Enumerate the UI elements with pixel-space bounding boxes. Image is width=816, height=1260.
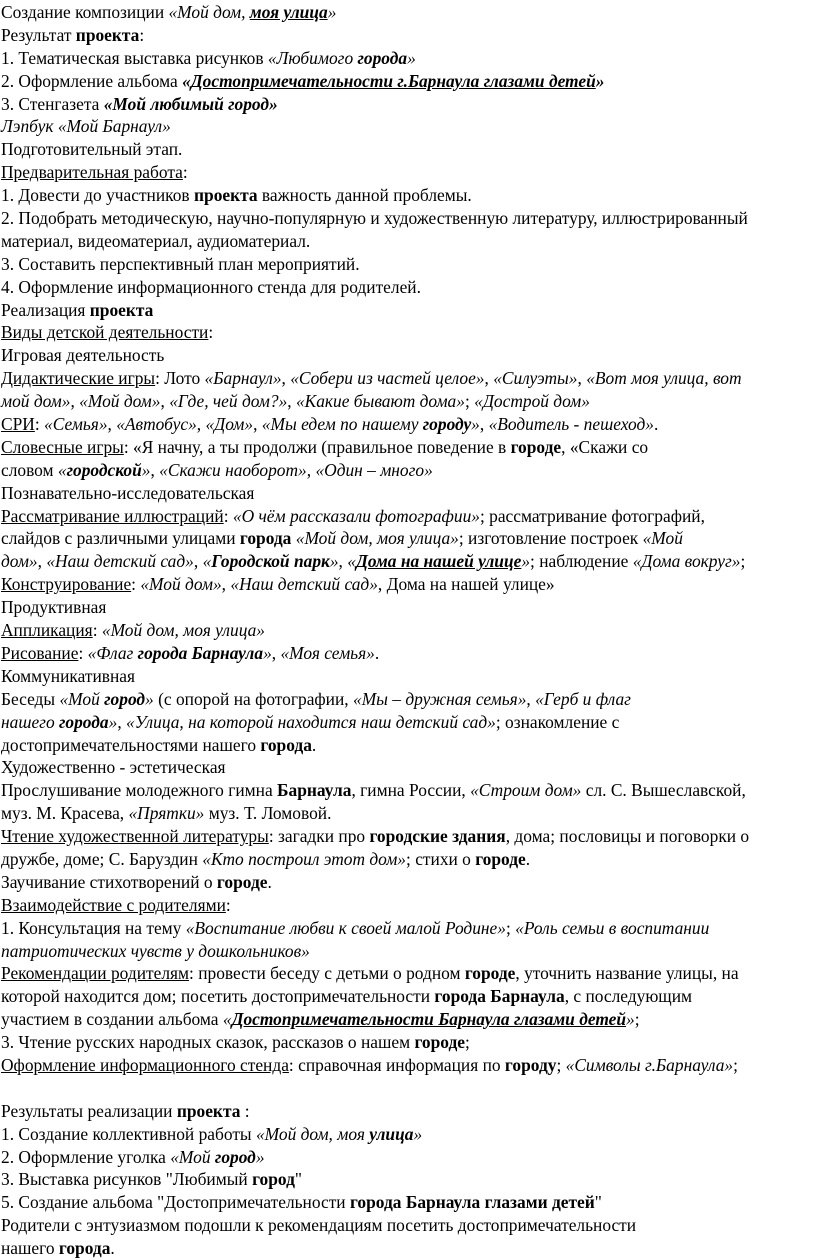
text-run: Достопримечательности г.Барнаула глазами детей	[190, 70, 596, 91]
text-line	[1, 344, 813, 367]
text-run: Городской парк	[211, 551, 330, 572]
text-run: : загадки про	[268, 826, 370, 847]
text-run: ;	[464, 391, 475, 412]
text-run: Виды детской деятельности	[1, 322, 209, 343]
text-run: «Любимого	[267, 47, 358, 68]
text-line	[1, 276, 813, 299]
text-run: :	[182, 162, 188, 183]
text-run: «Герб и флаг	[535, 688, 631, 709]
text-run: 4. Оформление информационного стенда для родителей.	[1, 276, 421, 297]
text-run: ; наблюдение	[530, 551, 633, 572]
text-run: «Мой любимый	[103, 93, 229, 114]
text-run: «Моя семья»	[280, 642, 375, 663]
text-run: городе	[510, 436, 562, 457]
text-run: ,	[338, 551, 348, 572]
text-run: Родители с энтузиазмом подошли к рекомендациям посетить достопримечательности	[1, 1215, 637, 1236]
text-line	[1, 1031, 813, 1054]
text-run: города Барнаула	[137, 642, 264, 663]
text-run: «Вот моя улица, вот	[586, 368, 742, 389]
text-run: городе	[464, 963, 516, 984]
text-run: города	[58, 1238, 111, 1259]
text-run: ,	[37, 551, 47, 572]
text-line	[1, 962, 813, 985]
text-line	[1, 665, 813, 688]
text-line	[1, 482, 813, 505]
text-run: 1. Создание коллективной работы	[1, 1123, 256, 1144]
text-run: материал, видеоматериал, аудиоматериал.	[1, 230, 311, 251]
text-run: «Мой дом»	[140, 574, 222, 595]
text-run: «	[57, 459, 67, 480]
text-run: Взаимодействие с родителями	[1, 894, 226, 915]
text-line	[1, 321, 813, 344]
text-run: Подготовительный этап.	[1, 139, 183, 160]
text-run: города	[260, 734, 312, 755]
text-line	[1, 230, 813, 253]
text-run: «	[222, 1009, 232, 1030]
text-line	[1, 940, 813, 963]
text-run: «Один – много»	[315, 459, 433, 480]
text-line	[1, 734, 813, 757]
text-run: нашего	[1, 711, 59, 732]
text-run: ; ознакомление с	[495, 711, 620, 732]
text-run: :	[225, 894, 231, 915]
text-line	[1, 894, 813, 917]
text-line	[1, 1077, 813, 1100]
text-run: «Наш детский сад»	[46, 551, 194, 572]
text-run: ,	[306, 459, 316, 480]
text-line	[1, 1054, 813, 1077]
text-run: :	[92, 620, 102, 641]
text-run: ; изготовление построек	[458, 528, 643, 549]
text-run: города Барнаула	[434, 986, 565, 1007]
text-line	[1, 70, 813, 93]
text-run: Создание композиции	[1, 2, 169, 22]
text-run: :	[223, 505, 233, 526]
text-run: (с опорой на фотографии,	[153, 688, 353, 709]
text-line	[1, 115, 813, 138]
text-line	[1, 299, 813, 322]
text-run: «Где, чей дом?»	[169, 391, 288, 412]
text-run: ,	[221, 574, 231, 595]
text-run: Рисование	[1, 642, 79, 663]
text-run: »	[145, 688, 154, 709]
text-run: «Мой	[59, 688, 105, 709]
text-run: ,	[281, 368, 291, 389]
text-line	[1, 1146, 813, 1169]
text-run: »	[471, 414, 480, 435]
text-run: ,	[196, 414, 206, 435]
text-run: Конструирование	[1, 574, 132, 595]
text-line	[1, 573, 813, 596]
text-run: городской	[66, 459, 142, 480]
text-line	[1, 1237, 813, 1260]
text-run: «Дома вокруг»	[632, 551, 741, 572]
text-run: городу	[504, 1054, 557, 1075]
text-run: «Семья»	[44, 414, 108, 435]
text-run: «О чём рассказали фотографии»	[232, 505, 480, 526]
text-line	[1, 756, 813, 779]
text-run: ,	[193, 551, 203, 572]
text-line	[1, 367, 813, 390]
text-run: ,	[160, 391, 170, 412]
text-run: Предварительная работа	[1, 162, 183, 183]
text-run: словом	[1, 459, 58, 480]
text-run: 2. Подобрать методическую, научно-популярную и художественную литературу, иллюстрированный	[1, 208, 748, 229]
text-line	[1, 985, 813, 1008]
text-run: »	[263, 642, 272, 663]
text-run: ;	[556, 1054, 566, 1075]
text-run: ,	[577, 368, 587, 389]
text-run: ;	[740, 551, 746, 572]
text-run: ;	[505, 917, 516, 938]
text-run: 1. Довести до участников	[1, 185, 194, 206]
text-run: :	[139, 24, 145, 45]
text-line	[1, 253, 813, 276]
text-line	[1, 1100, 813, 1123]
text-line	[1, 138, 813, 161]
text-run: проекта	[194, 185, 258, 206]
text-run: «Символы г.Барнаула»	[565, 1054, 734, 1075]
text-run: Художественно - эстетическая	[1, 757, 226, 778]
text-run: ,	[107, 414, 117, 435]
text-run: ; рассматривание фотографий,	[479, 505, 705, 526]
text-run: слайдов с различными улицами	[1, 528, 240, 549]
text-run: которой находится дом; посетить достопримечательности	[1, 986, 435, 1007]
text-run: «Мой дом,	[168, 2, 250, 22]
text-line	[1, 871, 813, 894]
text-run: Результат	[1, 24, 76, 45]
text-line	[1, 161, 813, 184]
text-run: достопримечательностями нашего	[1, 734, 261, 755]
text-run: «	[347, 551, 356, 572]
text-run: ,	[253, 414, 262, 435]
text-run: ,	[271, 642, 281, 663]
text-run: «Автобус»	[116, 414, 197, 435]
text-run: СРИ	[1, 414, 35, 435]
text-run: :	[34, 414, 45, 435]
text-run: Рекомендации родителям	[1, 963, 190, 984]
text-run: Реализация	[1, 299, 90, 320]
text-run: «Собери из частей целое»	[290, 368, 485, 389]
text-run: «Строим дом»	[470, 780, 582, 801]
text-run: «Мы – дружная семья»	[353, 688, 527, 709]
text-run: «Кто построил этот дом»	[202, 848, 407, 869]
text-line	[1, 779, 813, 802]
text-run: : «Я начну, а ты продолжи (правильное поведение в	[123, 436, 511, 457]
text-run: Коммуникативная	[1, 665, 136, 686]
text-run: «Дом»	[205, 414, 254, 435]
text-run: проекта	[75, 24, 140, 45]
text-run: городские здания	[369, 826, 506, 847]
text-line	[1, 1, 813, 24]
text-run: »	[626, 1009, 635, 1030]
text-run: «Дострой дом»	[474, 391, 590, 412]
text-run: Познавательно-исследовательская	[1, 482, 255, 503]
text-run: патриотических чувств у дошкольников»	[1, 940, 310, 961]
text-run: «Мой дом, моя улица»	[295, 528, 459, 549]
text-run: «Наш детский сад»	[230, 574, 378, 595]
text-run: :	[240, 1100, 250, 1121]
text-run: ,	[287, 391, 296, 412]
text-line	[1, 917, 813, 940]
text-line	[1, 825, 813, 848]
text-line	[1, 436, 813, 459]
text-run: ;	[733, 1054, 738, 1075]
text-run: »	[407, 47, 416, 68]
text-run: :	[78, 642, 88, 663]
text-run: , уточнить название улицы, на	[515, 963, 739, 984]
text-run: города	[239, 528, 292, 549]
text-line	[1, 184, 813, 207]
text-run: : Лото	[155, 368, 205, 389]
text-line	[1, 413, 813, 436]
text-run: важность данной проблемы.	[257, 185, 472, 206]
text-run: »	[413, 1123, 423, 1144]
text-line	[1, 1123, 813, 1146]
text-run: ,	[479, 414, 489, 435]
text-line	[1, 596, 813, 619]
text-line	[1, 390, 813, 413]
text-run: 1. Консультация на тему	[1, 917, 186, 938]
text-run: Заучивание стихотворений о	[1, 871, 217, 892]
text-run: "	[594, 1192, 602, 1213]
text-run: «Роль семьи в воспитании	[515, 917, 710, 938]
text-run: 2. Оформление уголка	[1, 1146, 171, 1167]
text-run: 3. Стенгазета	[1, 93, 104, 114]
text-line	[1, 619, 813, 642]
text-run: »	[255, 1146, 265, 1167]
text-run: »	[327, 2, 337, 22]
text-line	[1, 1214, 813, 1237]
text-run: , с последующим	[564, 986, 693, 1007]
text-run: "	[294, 1169, 303, 1190]
text-run: улица	[369, 1123, 414, 1144]
text-run: мой дом»	[1, 391, 71, 412]
text-run: Оформление информационного стенда	[1, 1054, 289, 1075]
text-run: 5. Создание альбома "Достопримечательности	[1, 1192, 350, 1213]
text-run: Барнаула	[277, 780, 352, 801]
text-run: Дома на нашей улице	[355, 551, 522, 572]
text-run: 3. Чтение русских народных сказок, рассказов о нашем	[1, 1032, 415, 1053]
text-run: проекта	[176, 1100, 241, 1121]
text-run: »	[269, 93, 278, 114]
text-run: :	[131, 574, 141, 595]
text-run: городе	[475, 848, 526, 869]
text-line	[1, 93, 813, 116]
text-run: Дидактические игры	[1, 368, 156, 389]
text-run: города Барнаула глазами детей	[349, 1192, 595, 1213]
text-run: , «Скажи со	[561, 436, 649, 457]
text-run: 2. Оформление альбома	[1, 70, 183, 91]
text-run: ;	[634, 1009, 640, 1030]
text-run: муз. М. Красева,	[1, 803, 129, 824]
text-run: 3. Составить перспективный план мероприятий.	[1, 253, 360, 274]
text-run: Беседы	[1, 688, 60, 709]
text-run: участием в создании альбома	[1, 1009, 223, 1030]
text-run: «Скажи наоборот»	[159, 459, 307, 480]
text-run: Достопримечательности Барнаула глазами детей	[231, 1009, 627, 1030]
text-line	[1, 642, 813, 665]
text-run: город	[104, 688, 146, 709]
text-line	[1, 459, 813, 482]
text-line	[1, 802, 813, 825]
text-line	[1, 47, 813, 70]
text-run: нашего	[1, 1238, 59, 1259]
text-line	[1, 1008, 813, 1031]
text-run: Прослушивание молодежного гимна	[1, 780, 278, 801]
text-run: «Силуэты»	[493, 368, 578, 389]
text-run: город	[228, 93, 269, 114]
text-run: «Воспитание любви к своей малой Родине»	[185, 917, 506, 938]
text-run: города	[357, 47, 408, 68]
text-run: дом»	[1, 551, 38, 572]
text-run: «Водитель - пешеход»	[488, 414, 654, 435]
text-run: Продуктивная	[1, 597, 107, 618]
text-run: городу	[422, 414, 472, 435]
text-run: .	[311, 734, 317, 755]
text-run: 1. Тематическая выставка рисунков	[1, 47, 268, 68]
text-run: «Флаг	[87, 642, 138, 663]
text-run: ;	[464, 1032, 470, 1053]
text-run: : справочная информация по	[288, 1054, 505, 1075]
text-run: Аппликация	[1, 620, 93, 641]
text-run: .	[525, 848, 531, 869]
text-line	[1, 688, 813, 711]
text-run: дружбе, доме; С. Баруздин	[1, 848, 203, 869]
text-run: «Мой	[642, 528, 683, 549]
text-run: ,	[484, 368, 494, 389]
text-run: городе	[414, 1032, 465, 1053]
text-run: ,	[526, 688, 536, 709]
text-run: Рассматривание иллюстраций	[1, 505, 224, 526]
text-line	[1, 848, 813, 871]
text-line	[1, 711, 813, 734]
text-run: город	[214, 1146, 256, 1167]
text-run: , гимна России,	[351, 780, 471, 801]
text-line	[1, 505, 813, 528]
text-run: Лэпбук «Мой Барнаул»	[1, 116, 171, 137]
text-run: «Мой	[170, 1146, 215, 1167]
text-run: ,	[70, 391, 80, 412]
text-run: 3. Выставка рисунков "Любимый	[1, 1169, 253, 1190]
text-run: «Какие бывают дома»	[295, 391, 465, 412]
text-run: «	[182, 70, 191, 91]
text-run: ; стихи о	[406, 848, 476, 869]
text-run: :	[208, 322, 214, 343]
text-run: «Мой дом»	[79, 391, 161, 412]
text-run: »	[141, 459, 151, 480]
text-run: «Мой дом, моя	[255, 1123, 370, 1144]
text-run: городе	[216, 871, 268, 892]
text-run: ,	[117, 711, 127, 732]
text-run: сл. С. Вышеславской,	[581, 780, 746, 801]
text-run: ,	[150, 459, 160, 480]
text-line	[1, 550, 813, 573]
text-line	[1, 1168, 813, 1191]
text-run: »	[595, 70, 605, 91]
text-run: , Дома на нашей улице»	[377, 574, 555, 595]
text-run: »	[329, 551, 339, 572]
text-run: Словесные игры	[1, 436, 124, 457]
text-run: моя улица	[249, 2, 328, 22]
text-run: Игровая деятельность	[1, 345, 165, 366]
text-run: «Улица, на которой находится наш детский сад»	[126, 711, 496, 732]
text-run: «	[202, 551, 212, 572]
text-line	[1, 207, 813, 230]
text-line	[1, 527, 813, 550]
text-run: .	[110, 1238, 115, 1259]
text-run: «Мой дом, моя улица»	[101, 620, 265, 641]
text-run: город	[252, 1169, 295, 1190]
text-run: Результаты реализации	[1, 1100, 177, 1121]
text-run: »	[108, 711, 118, 732]
text-line	[1, 24, 813, 47]
text-run: проекта	[89, 299, 154, 320]
text-run: .	[374, 642, 380, 663]
text-run: .	[267, 871, 272, 892]
text-run: «Прятки»	[128, 803, 205, 824]
text-run: , дома; пословицы и поговорки о	[505, 826, 750, 847]
text-run: Чтение художественной литературы	[1, 826, 269, 847]
text-run: города	[59, 711, 109, 732]
text-run: муз. Т. Ломовой.	[204, 803, 332, 824]
text-run: : провести беседу с детьми о родном	[189, 963, 465, 984]
text-run: »	[521, 551, 531, 572]
text-run: «Мы едем по нашему	[261, 414, 423, 435]
text-run: «Барнаул»	[204, 368, 282, 389]
text-run: .	[653, 414, 659, 435]
